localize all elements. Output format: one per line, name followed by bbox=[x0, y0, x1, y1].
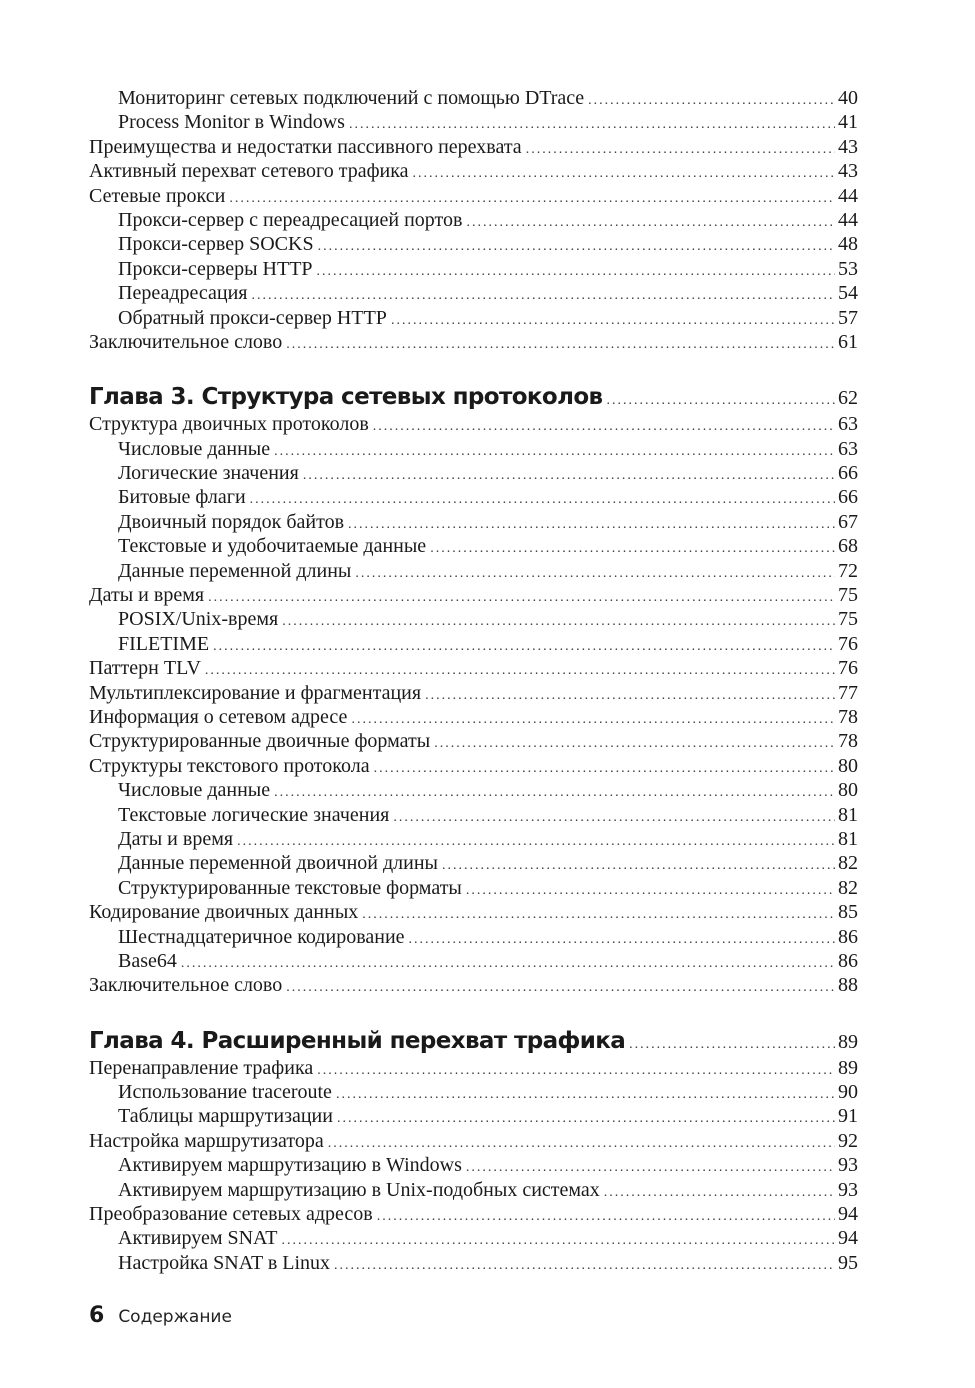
toc-entry-page: 86 bbox=[838, 949, 858, 972]
toc-entry-title: Преобразование сетевых адресов bbox=[89, 1203, 373, 1226]
dot-leader bbox=[373, 415, 835, 436]
dot-leader bbox=[377, 1205, 835, 1226]
toc-entry[interactable] bbox=[89, 281, 858, 305]
toc-entry-page: 81 bbox=[838, 827, 858, 850]
toc-entry[interactable] bbox=[89, 534, 858, 558]
toc-entry-page: 68 bbox=[838, 535, 858, 558]
toc-entry[interactable] bbox=[89, 656, 858, 680]
toc-entry-page: 77 bbox=[838, 681, 858, 704]
toc-entry-page: 89 bbox=[838, 1056, 858, 1079]
dot-leader bbox=[362, 903, 835, 924]
toc-entry-page: 76 bbox=[838, 632, 858, 655]
dot-leader bbox=[466, 1156, 835, 1177]
dot-leader bbox=[213, 635, 835, 656]
dot-leader bbox=[413, 162, 835, 183]
running-title: Содержание bbox=[118, 1307, 232, 1327]
dot-leader bbox=[409, 928, 835, 949]
dot-leader bbox=[328, 1132, 835, 1153]
toc-entry-page: 66 bbox=[838, 486, 858, 509]
dot-leader bbox=[208, 586, 835, 607]
toc-entry-title: Глава 3. Структура сетевых протоколов bbox=[89, 384, 603, 411]
toc-entry-title: Данные переменной двоичной длины bbox=[118, 852, 438, 875]
toc-entry-title: Кодирование двоичных данных bbox=[89, 901, 359, 924]
dot-leader bbox=[303, 464, 835, 485]
toc-entry-title: Данные переменной длины bbox=[118, 559, 352, 582]
toc-entry[interactable] bbox=[89, 1178, 858, 1202]
dot-leader bbox=[351, 708, 835, 729]
toc-entry-title: Числовые данные bbox=[118, 779, 271, 802]
dot-leader bbox=[629, 1030, 835, 1056]
dot-leader bbox=[205, 659, 835, 680]
toc-entry[interactable] bbox=[89, 257, 858, 281]
toc-entry-title: Настройка маршрутизатора bbox=[89, 1129, 324, 1152]
dot-leader bbox=[250, 488, 835, 509]
toc-entry[interactable] bbox=[89, 1104, 858, 1128]
toc-entry-title: Прокси-серверы HTTP bbox=[118, 257, 313, 280]
toc-entry[interactable] bbox=[89, 778, 858, 802]
toc-entry[interactable] bbox=[89, 306, 858, 330]
toc-entry[interactable] bbox=[89, 437, 858, 461]
toc-entry[interactable] bbox=[89, 412, 858, 436]
dot-leader bbox=[391, 309, 835, 330]
toc-entry-page: 89 bbox=[838, 1030, 858, 1053]
toc-entry[interactable] bbox=[89, 1153, 858, 1177]
toc-entry-page: 61 bbox=[838, 330, 858, 353]
chapter-entry[interactable] bbox=[89, 382, 858, 412]
toc-entry-title: Использование traceroute bbox=[118, 1081, 332, 1104]
toc-entry[interactable] bbox=[89, 1251, 858, 1275]
toc-entry-title: Преимущества и недостатки пассивного перехвата bbox=[89, 135, 522, 158]
toc-entry-title: Активируем SNAT bbox=[118, 1227, 278, 1250]
toc-entry-title: Глава 4. Расширенный перехват трафика bbox=[89, 1027, 626, 1054]
toc-entry-page: 40 bbox=[838, 87, 858, 109]
toc-entry[interactable] bbox=[89, 583, 858, 607]
toc-entry-page: 63 bbox=[838, 437, 858, 460]
toc-entry[interactable] bbox=[89, 485, 858, 509]
toc-entry-page: 57 bbox=[838, 306, 858, 329]
toc-entry-page: 76 bbox=[838, 657, 858, 680]
toc-entry[interactable] bbox=[89, 803, 858, 827]
dot-leader bbox=[282, 610, 835, 631]
dot-leader bbox=[607, 386, 835, 412]
toc-entry-page: 94 bbox=[838, 1227, 858, 1250]
dot-leader bbox=[318, 235, 835, 256]
toc-entry[interactable] bbox=[89, 135, 858, 159]
toc-entry-page: 93 bbox=[838, 1178, 858, 1201]
toc-entry[interactable] bbox=[89, 159, 858, 183]
toc-entry-title: Настройка SNAT в Linux bbox=[118, 1251, 331, 1274]
dot-leader bbox=[317, 260, 835, 281]
toc-entry[interactable] bbox=[89, 973, 858, 997]
dot-leader bbox=[355, 562, 835, 583]
toc-entry[interactable] bbox=[89, 510, 858, 534]
toc-entry-page: 80 bbox=[838, 754, 858, 777]
toc-entry-title: Перенаправление трафика bbox=[89, 1056, 314, 1079]
toc-entry[interactable] bbox=[89, 1202, 858, 1226]
toc-entry[interactable] bbox=[89, 1056, 858, 1080]
dot-leader bbox=[349, 113, 835, 134]
toc-entry-page: 92 bbox=[838, 1129, 858, 1152]
toc-entry-title: Активируем маршрутизацию в Unix-подобных системах bbox=[118, 1178, 600, 1201]
toc-entry[interactable] bbox=[89, 330, 858, 354]
toc-entry[interactable] bbox=[89, 851, 858, 875]
toc-entry-page: 75 bbox=[838, 608, 858, 631]
toc-entry-title: Логические значения bbox=[118, 462, 299, 485]
toc-entry-title: Структура двоичных протоколов bbox=[89, 413, 369, 436]
toc-entry[interactable] bbox=[89, 1129, 858, 1153]
toc-entry-page: 95 bbox=[838, 1251, 858, 1274]
toc-entry-page: 85 bbox=[838, 901, 858, 924]
toc-entry-page: 63 bbox=[838, 413, 858, 436]
dot-leader bbox=[274, 781, 835, 802]
dot-leader bbox=[229, 187, 835, 208]
dot-leader bbox=[442, 854, 835, 875]
toc-entry-title: Даты и время bbox=[118, 827, 234, 850]
toc-entry[interactable] bbox=[89, 1080, 858, 1104]
toc-entry-page: 93 bbox=[838, 1154, 858, 1177]
toc-entry[interactable] bbox=[89, 949, 858, 973]
toc-entry-title: Обратный прокси-сервер HTTP bbox=[118, 306, 387, 329]
toc-entry-title: Таблицы маршрутизации bbox=[118, 1105, 333, 1128]
toc-entry-page: 82 bbox=[838, 852, 858, 875]
toc-entry-title: Числовые данные bbox=[118, 437, 271, 460]
toc-entry-page: 53 bbox=[838, 257, 858, 280]
toc-entry-title: Структурированные текстовые форматы bbox=[118, 876, 462, 899]
toc-entry[interactable] bbox=[89, 607, 858, 631]
dot-leader bbox=[348, 513, 835, 534]
toc-entry-title: Двоичный порядок байтов bbox=[118, 510, 345, 533]
toc-entry[interactable] bbox=[89, 705, 858, 729]
toc-entry-page: 43 bbox=[838, 160, 858, 183]
toc-entry[interactable] bbox=[89, 559, 858, 583]
toc-entry-title: Структуры текстового протокола bbox=[89, 754, 370, 777]
toc-entry-page: 86 bbox=[838, 925, 858, 948]
dot-leader bbox=[237, 830, 835, 851]
dot-leader bbox=[604, 1181, 835, 1202]
toc-entry[interactable] bbox=[89, 110, 858, 134]
toc-entry[interactable] bbox=[89, 729, 858, 753]
toc-entry-page: 88 bbox=[838, 974, 858, 997]
toc-entry-title: Мультиплексирование и фрагментация bbox=[89, 681, 422, 704]
dot-leader bbox=[374, 757, 835, 778]
page-number: 6 bbox=[89, 1303, 105, 1328]
toc-entry[interactable] bbox=[89, 681, 858, 705]
dot-leader bbox=[588, 89, 835, 110]
toc-entry-title: Process Monitor в Windows bbox=[118, 111, 345, 134]
toc-entry-title: Шестнадцатеричное кодирование bbox=[118, 925, 405, 948]
toc-entry[interactable] bbox=[89, 184, 858, 208]
toc-entry[interactable] bbox=[89, 208, 858, 232]
toc-entry-title: Текстовые и удобочитаемые данные bbox=[118, 535, 427, 558]
toc-entry[interactable] bbox=[89, 461, 858, 485]
toc-entry-title: Мониторинг сетевых подключений с помощью DTrace bbox=[118, 87, 585, 109]
dot-leader bbox=[526, 138, 835, 159]
toc-entry-page: 82 bbox=[838, 876, 858, 899]
dot-leader bbox=[466, 879, 835, 900]
toc-entry-page: 67 bbox=[838, 510, 858, 533]
toc-entry-page: 80 bbox=[838, 779, 858, 802]
toc-entry[interactable] bbox=[89, 1226, 858, 1250]
toc-entry-title: POSIX/Unix-время bbox=[118, 608, 279, 631]
toc-entry-page: 91 bbox=[838, 1105, 858, 1128]
dot-leader bbox=[393, 806, 835, 827]
toc-entry-page: 44 bbox=[838, 208, 858, 231]
dot-leader bbox=[317, 1059, 835, 1080]
toc-entry-title: Структурированные двоичные форматы bbox=[89, 730, 431, 753]
dot-leader bbox=[282, 1229, 835, 1250]
dot-leader bbox=[430, 537, 835, 558]
toc-entry-page: 62 bbox=[838, 387, 858, 410]
toc-entry-title: Даты и время bbox=[89, 584, 205, 607]
toc-entry-page: 72 bbox=[838, 559, 858, 582]
table-of-contents bbox=[89, 86, 858, 1275]
toc-entry[interactable] bbox=[89, 925, 858, 949]
toc-entry[interactable] bbox=[89, 632, 858, 656]
toc-entry-title: Прокси-сервер с переадресацией портов bbox=[118, 208, 463, 231]
toc-entry-title: Активный перехват сетевого трафика bbox=[89, 160, 409, 183]
toc-entry-title: Информация о сетевом адресе bbox=[89, 705, 348, 728]
toc-entry-page: 90 bbox=[838, 1081, 858, 1104]
toc-entry[interactable] bbox=[89, 827, 858, 851]
dot-leader bbox=[425, 684, 835, 705]
toc-entry-page: 44 bbox=[838, 184, 858, 207]
dot-leader bbox=[251, 284, 835, 305]
toc-entry-title: Прокси-сервер SOCKS bbox=[118, 233, 314, 256]
page-footer bbox=[89, 1303, 232, 1328]
dot-leader bbox=[334, 1254, 835, 1275]
toc-entry-page: 78 bbox=[838, 705, 858, 728]
toc-entry-title: Паттерн TLV bbox=[89, 657, 201, 680]
toc-entry-title: Переадресация bbox=[118, 282, 248, 305]
dot-leader bbox=[181, 952, 835, 973]
toc-entry-title: Сетевые прокси bbox=[89, 184, 226, 207]
toc-entry-page: 66 bbox=[838, 462, 858, 485]
dot-leader bbox=[286, 976, 835, 997]
dot-leader bbox=[434, 732, 835, 753]
chapter-entry[interactable] bbox=[89, 1026, 858, 1056]
toc-entry-page: 75 bbox=[838, 584, 858, 607]
toc-entry-title: Активируем маршрутизацию в Windows bbox=[118, 1154, 462, 1177]
dot-leader bbox=[274, 440, 835, 461]
toc-entry-page: 94 bbox=[838, 1203, 858, 1226]
toc-entry-title: Заключительное слово bbox=[89, 974, 283, 997]
toc-entry-title: Текстовые логические значения bbox=[118, 803, 390, 826]
dot-leader bbox=[286, 333, 835, 354]
toc-entry-title: Заключительное слово bbox=[89, 330, 283, 353]
toc-entry[interactable] bbox=[89, 900, 858, 924]
dot-leader bbox=[466, 211, 835, 232]
toc-entry-page: 81 bbox=[838, 803, 858, 826]
toc-entry-page: 78 bbox=[838, 730, 858, 753]
toc-entry-page: 41 bbox=[838, 111, 858, 134]
toc-entry[interactable] bbox=[89, 754, 858, 778]
toc-entry-page: 54 bbox=[838, 282, 858, 305]
toc-entry[interactable] bbox=[89, 86, 858, 110]
dot-leader bbox=[336, 1083, 835, 1104]
toc-entry-page: 48 bbox=[838, 233, 858, 256]
toc-entry-page: 43 bbox=[838, 135, 858, 158]
toc-entry-title: Base64 bbox=[118, 949, 177, 972]
toc-entry-title: Битовые флаги bbox=[118, 486, 246, 509]
toc-entry[interactable] bbox=[89, 232, 858, 256]
toc-entry[interactable] bbox=[89, 876, 858, 900]
toc-entry-title: FILETIME bbox=[118, 632, 210, 655]
dot-leader bbox=[337, 1107, 835, 1128]
